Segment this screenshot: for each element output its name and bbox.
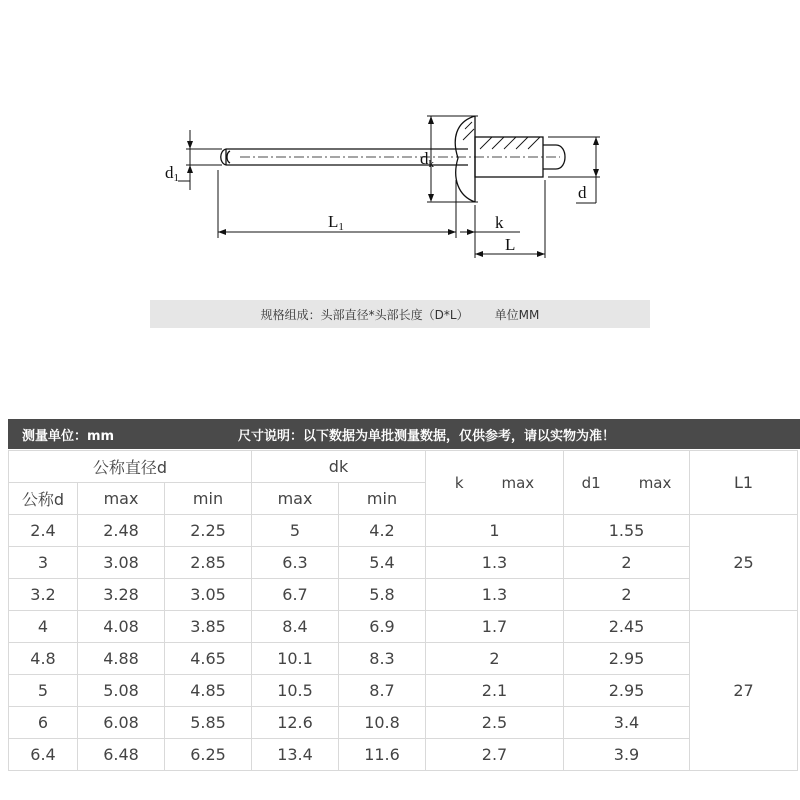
table-cell: 1.7 [426,611,564,643]
table-header-bar [8,419,800,449]
table-cell: 5 [9,675,78,707]
label-dk: dk [420,149,434,170]
table-cell: 6.7 [252,579,339,611]
table-row [9,707,798,739]
table-cell: 2.7 [426,739,564,771]
label-L1: L1 [328,212,344,233]
table-cell: 10.8 [339,707,426,739]
rivet-drawing [0,0,800,290]
table-cell: 1 [426,515,564,547]
cell-L1: 25 [690,515,798,611]
label-k: k [495,213,504,232]
spec-table [8,450,798,771]
table-cell: 2.4 [9,515,78,547]
label-d1: d1 [165,163,179,184]
table-cell: 4.08 [78,611,165,643]
table-cell: 8.7 [339,675,426,707]
table-cell: 3.05 [165,579,252,611]
table-cell: 3.4 [564,707,690,739]
table-cell: 4.88 [78,643,165,675]
table-row [9,515,798,547]
table-cell: 4.85 [165,675,252,707]
table-cell: 4.65 [165,643,252,675]
spec-composition-bar [150,300,650,328]
sub-dk-max: max [252,483,339,515]
table-cell: 2.1 [426,675,564,707]
table-cell: 5.85 [165,707,252,739]
spec-unit: 单位MM [494,307,540,322]
table-cell: 2.48 [78,515,165,547]
table-cell: 3.2 [9,579,78,611]
table-cell: 2.5 [426,707,564,739]
col-k: k max [426,451,564,515]
table-row [9,579,798,611]
table-cell: 6 [9,707,78,739]
table-cell: 6.4 [9,739,78,771]
sub-nominal-d: 公称d [9,483,78,515]
table-row [9,675,798,707]
table-cell: 3.28 [78,579,165,611]
table-cell: 3.9 [564,739,690,771]
table-cell: 4.2 [339,515,426,547]
table-cell: 6.3 [252,547,339,579]
table-cell: 13.4 [252,739,339,771]
cell-L1: 27 [690,611,798,771]
group-nominal-diameter: 公称直径d [9,451,252,483]
sub-dk-min: min [339,483,426,515]
table-cell: 3 [9,547,78,579]
label-L: L [505,235,516,254]
table-cell: 4 [9,611,78,643]
table-cell: 5.8 [339,579,426,611]
table-cell: 5.4 [339,547,426,579]
table-cell: 1.3 [426,547,564,579]
table-cell: 5 [252,515,339,547]
table-cell: 2.45 [564,611,690,643]
table-cell: 11.6 [339,739,426,771]
table-cell: 2 [564,547,690,579]
spec-composition-text: 规格组成：头部直径*头部长度（D*L） [260,307,469,322]
table-cell: 6.25 [165,739,252,771]
col-d1: d1 max [564,451,690,515]
table-cell: 5.08 [78,675,165,707]
table-cell: 2.25 [165,515,252,547]
table-row [9,611,798,643]
table-cell: 4.8 [9,643,78,675]
table-cell: 8.4 [252,611,339,643]
table-cell: 6.9 [339,611,426,643]
table-cell: 3.85 [165,611,252,643]
col-L1: L1 [690,451,798,515]
size-note: 尺寸说明：以下数据为单批测量数据，仅供参考，请以实物为准！ [238,428,616,444]
table-cell: 10.1 [252,643,339,675]
table-cell: 2.85 [165,547,252,579]
table-cell: 3.08 [78,547,165,579]
table-cell: 2.95 [564,675,690,707]
table-cell: 1.3 [426,579,564,611]
group-dk: dk [252,451,426,483]
table-row [9,547,798,579]
table-cell: 2.95 [564,643,690,675]
table-row [9,739,798,771]
measurement-unit: 测量单位：mm [22,428,115,444]
sub-min: min [165,483,252,515]
table-cell: 1.55 [564,515,690,547]
table-cell: 12.6 [252,707,339,739]
table-cell: 6.08 [78,707,165,739]
table-row [9,643,798,675]
table-cell: 2 [426,643,564,675]
table-cell: 10.5 [252,675,339,707]
sub-max: max [78,483,165,515]
label-d: d [578,183,587,202]
table-cell: 2 [564,579,690,611]
table-cell: 8.3 [339,643,426,675]
table-cell: 6.48 [78,739,165,771]
